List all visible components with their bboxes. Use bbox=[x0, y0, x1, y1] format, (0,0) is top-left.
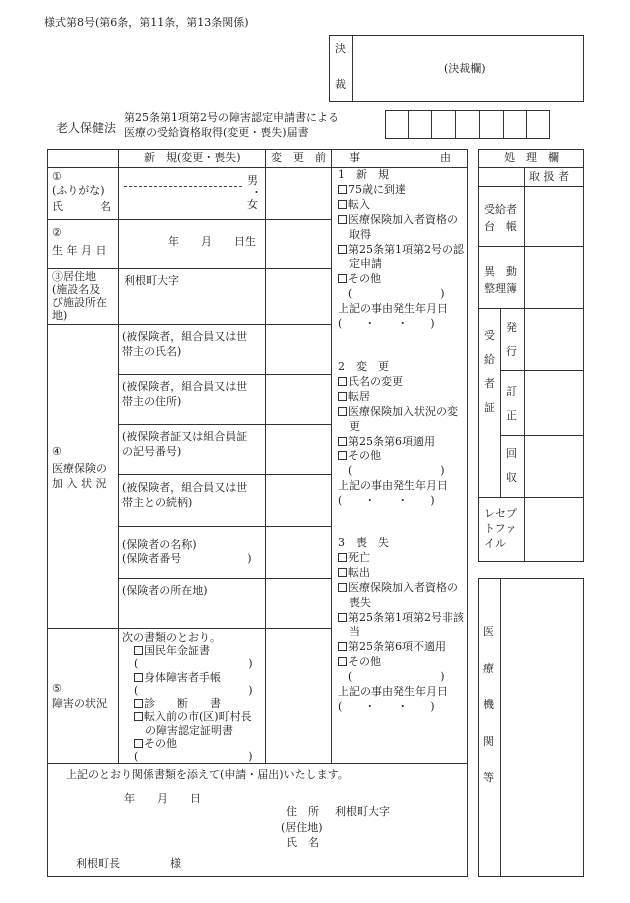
reason-relocation[interactable]: 転居 bbox=[338, 390, 464, 405]
reasons-loss: 3 喪 失 死亡 転出 医療保険加入者資格の喪失 第25条第1項第2号非該当 第25条第6項不適用 その他 ( ) 上記の事由発生年月日 ( ・ ・ ) bbox=[338, 536, 464, 713]
furigana-label: (ふりがな) bbox=[52, 184, 105, 197]
reason-insurance-lost[interactable]: 医療保険加入者資格の喪失 bbox=[338, 581, 464, 611]
residence-label: ③居住地 (施設名及 び施設所在 地) bbox=[52, 270, 107, 322]
reason-certification-application[interactable]: 第25条第1項第2号の認定申請 bbox=[338, 243, 464, 273]
doc-medical-certificate[interactable]: 診 断 書 bbox=[134, 697, 264, 710]
approval-column-label: (決裁欄) bbox=[444, 62, 486, 75]
insured-relationship: (被保険者，組合員又は世 帯主との続柄) bbox=[122, 481, 248, 509]
form-title-line2: 医療の受給資格取得(変更・喪失)届書 bbox=[124, 126, 309, 139]
checkbox-icon bbox=[134, 699, 143, 708]
insurance-number: ④ bbox=[52, 445, 62, 458]
handler-label: 取 扱 者 bbox=[529, 170, 569, 183]
cert-issue: 発 行 bbox=[506, 321, 517, 358]
header-before: 変 更 前 bbox=[271, 151, 326, 164]
insured-address: (被保険者，組合員又は世 帯主の住所) bbox=[122, 380, 248, 408]
female-option[interactable]: 女 bbox=[247, 198, 258, 211]
male-option[interactable]: 男 bbox=[247, 174, 258, 187]
insurer-name: (保険者の名称) bbox=[122, 538, 197, 551]
residence-value: 利根町大字 bbox=[124, 274, 179, 287]
reason-insurance-acquired[interactable]: 医療保険加入者資格の取得 bbox=[338, 213, 464, 243]
reasons-new: 1 新 規 75歳に到達 転入 医療保険加入者資格の取得 第25条第1項第2号の認定申請 その他 ( ) 上記の事由発生年月日 ( ・ ・ ) bbox=[338, 168, 464, 331]
insurer-address: (保険者の所在地) bbox=[122, 584, 208, 597]
footer-date[interactable]: 年 月 日 bbox=[124, 792, 201, 805]
birth-value: 年 月 日生 bbox=[168, 235, 256, 248]
form-number: 様式第8号(第6条，第11条，第13条関係) bbox=[44, 16, 249, 29]
reasons-change: 2 変 更 氏名の変更 転居 医療保険加入状況の変更 第25条第6項適用 その他 ( ) 上記の事由発生年月日 ( ・ ・ ) bbox=[338, 360, 464, 509]
checkbox-icon bbox=[134, 739, 143, 748]
reason-new-other[interactable]: その他 bbox=[338, 272, 464, 287]
doc-transfer-certificate[interactable]: 転入前の市(区)町村長 bbox=[134, 710, 264, 723]
reason-loss-other[interactable]: その他 bbox=[338, 655, 464, 670]
reason-move-in[interactable]: 転入 bbox=[338, 198, 464, 213]
address-value[interactable]: 利根町大字 bbox=[335, 805, 390, 818]
receipt-file: レセプ トファ イル bbox=[484, 507, 517, 550]
doc-other[interactable]: その他 bbox=[134, 737, 264, 750]
reason-article-25-6-not[interactable]: 第25条第6項不適用 bbox=[338, 640, 464, 655]
reason-move-out[interactable]: 転出 bbox=[338, 566, 464, 581]
sex-separator: ・ bbox=[251, 186, 262, 199]
change-ledger: 異 動 整理簿 bbox=[484, 265, 517, 295]
medical-institution-label: 医 療 機 関 等 bbox=[483, 625, 494, 785]
reason-death[interactable]: 死亡 bbox=[338, 551, 464, 566]
reason-insurance-change[interactable]: 医療保険加入状況の変更 bbox=[338, 405, 464, 435]
checkbox-icon bbox=[134, 646, 143, 655]
docs-intro: 次の書類のとおり。 bbox=[122, 631, 221, 644]
name-number: ① bbox=[52, 170, 62, 183]
approval-label-2: 裁 bbox=[335, 78, 346, 91]
cert-recovery: 回 収 bbox=[506, 447, 517, 484]
birth-number: ② bbox=[52, 226, 62, 239]
footer-statement: 上記のとおり関係書類を添えて(申請・届出)いたします。 bbox=[66, 768, 349, 781]
insurer-number: (保険者番号 ) bbox=[122, 552, 252, 565]
birth-label: 生 年 月 日 bbox=[52, 244, 107, 257]
insurance-label: 医療保険の 加 入 状 況 bbox=[52, 462, 107, 490]
docs-list: 国民年金証書 ( ) 身体障害者手帳 ( ) 診 断 書 転入前の市(区)町村長 の障害認定証明書 その他 ( ) bbox=[134, 644, 264, 764]
name-label-2: 名 bbox=[100, 200, 111, 213]
certificate-label: 受 給 者 証 bbox=[484, 329, 495, 414]
disability-label: 障害の状況 bbox=[52, 697, 107, 710]
disability-number: ⑤ bbox=[52, 682, 62, 695]
checkbox-icon bbox=[134, 673, 143, 682]
mayor-label: 利根町長 bbox=[76, 857, 120, 870]
name-label-1: 氏 bbox=[52, 200, 63, 213]
reason-name-change[interactable]: 氏名の変更 bbox=[338, 375, 464, 390]
office-header: 処 理 欄 bbox=[504, 151, 559, 164]
header-reason-1: 事 bbox=[349, 151, 360, 164]
honorific: 様 bbox=[170, 857, 181, 870]
insured-card-number: (被保険者証又は組合員証 の記号番号) bbox=[122, 430, 248, 458]
header-new: 新 規(変更・喪失) bbox=[144, 151, 241, 164]
reason-article-25-6[interactable]: 第25条第6項適用 bbox=[338, 435, 464, 450]
residence-footer-label: (居住地) bbox=[281, 821, 323, 834]
insured-name: (被保険者，組合員又は世 帯主の氏名) bbox=[122, 330, 248, 358]
recipient-ledger: 受給者 台 帳 bbox=[484, 203, 517, 233]
name-footer-label[interactable]: 氏 名 bbox=[286, 836, 319, 849]
furigana-line bbox=[124, 186, 242, 187]
reason-change-other[interactable]: その他 bbox=[338, 449, 464, 464]
checkbox-icon bbox=[134, 712, 143, 721]
address-label: 住 所 bbox=[286, 805, 319, 818]
law-name: 老人保健法 bbox=[56, 121, 117, 135]
header-reason-2: 由 bbox=[440, 151, 451, 164]
approval-label-1: 決 bbox=[335, 42, 346, 55]
doc-disability-handbook[interactable]: 身体障害者手帳 bbox=[134, 671, 264, 684]
reason-age-75[interactable]: 75歳に到達 bbox=[338, 183, 464, 198]
form-title-line1: 第25条第1項第2号の障害認定申請書による bbox=[124, 111, 339, 124]
reason-not-applicable[interactable]: 第25条第1項第2号非該当 bbox=[338, 611, 464, 641]
doc-pension-certificate[interactable]: 国民年金証書 bbox=[134, 644, 264, 657]
cert-correction: 訂 正 bbox=[506, 385, 517, 422]
